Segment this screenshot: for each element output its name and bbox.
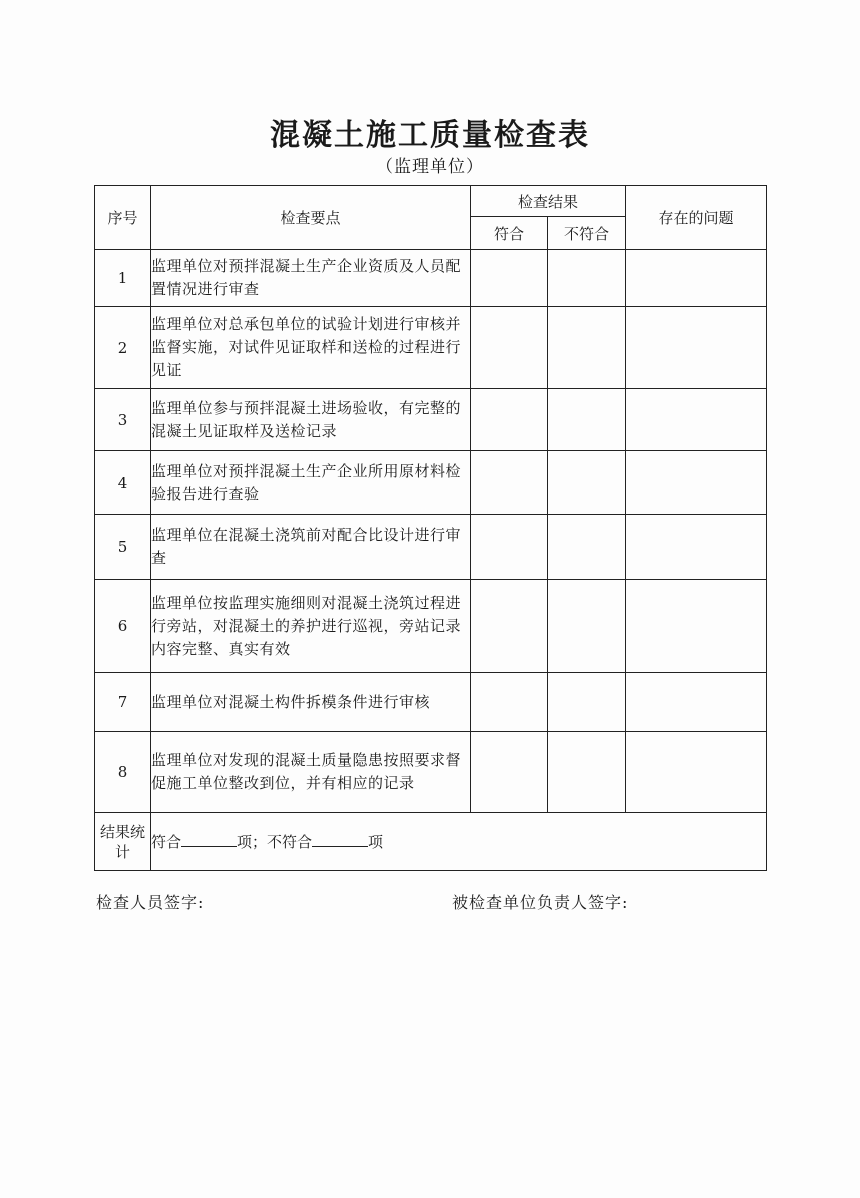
header-result: 检查结果 <box>471 186 626 217</box>
summary-nok-suffix: 项 <box>368 833 384 851</box>
header-seq: 序号 <box>95 186 151 250</box>
table-row <box>95 515 767 580</box>
summary-ok-prefix: 符合 <box>151 833 182 851</box>
row-point: 监理单位对混凝土构件拆模条件进行审核 <box>151 673 471 732</box>
row-seq: 5 <box>95 515 151 580</box>
table-row <box>95 732 767 813</box>
table-row <box>95 389 767 451</box>
inspected-unit-signature-label: 被检查单位负责人签字: <box>452 893 629 912</box>
table-row <box>95 307 767 389</box>
row-point: 监理单位按监理实施细则对混凝土浇筑过程进行旁站，对混凝土的养护进行巡视，旁站记录内容完整、真实有效 <box>151 580 471 673</box>
row-not-ok-cell[interactable] <box>548 673 626 732</box>
header-ok: 符合 <box>471 217 548 250</box>
row-seq: 4 <box>95 451 151 515</box>
page-subtitle: （监理单位） <box>376 157 484 177</box>
inspector-signature-label: 检查人员签字: <box>96 893 205 912</box>
table-row <box>95 451 767 515</box>
row-seq: 1 <box>95 250 151 307</box>
row-issue-cell[interactable] <box>626 307 767 389</box>
inspection-table <box>94 185 767 871</box>
row-seq: 7 <box>95 673 151 732</box>
row-issue-cell[interactable] <box>626 673 767 732</box>
row-seq: 6 <box>95 580 151 673</box>
header-issues: 存在的问题 <box>626 186 767 250</box>
row-seq: 2 <box>95 307 151 389</box>
row-not-ok-cell[interactable] <box>548 389 626 451</box>
row-point: 监理单位对预拌混凝土生产企业所用原材料检验报告进行查验 <box>151 451 471 515</box>
table-row <box>95 250 767 307</box>
table-row <box>95 580 767 673</box>
row-ok-cell[interactable] <box>471 515 548 580</box>
row-issue-cell[interactable] <box>626 250 767 307</box>
header-not-ok: 不符合 <box>548 217 626 250</box>
row-ok-cell[interactable] <box>471 451 548 515</box>
summary-content <box>151 813 767 871</box>
row-issue-cell[interactable] <box>626 732 767 813</box>
row-ok-cell[interactable] <box>471 250 548 307</box>
ok-count-blank[interactable] <box>181 832 237 847</box>
row-not-ok-cell[interactable] <box>548 580 626 673</box>
page-title: 混凝土施工质量检查表 <box>270 118 590 153</box>
row-issue-cell[interactable] <box>626 451 767 515</box>
row-issue-cell[interactable] <box>626 580 767 673</box>
row-not-ok-cell[interactable] <box>548 451 626 515</box>
row-point: 监理单位对发现的混凝土质量隐患按照要求督促施工单位整改到位，并有相应的记录 <box>151 732 471 813</box>
row-not-ok-cell[interactable] <box>548 732 626 813</box>
row-ok-cell[interactable] <box>471 732 548 813</box>
not-ok-count-blank[interactable] <box>312 832 368 847</box>
header-point: 检查要点 <box>151 186 471 250</box>
row-not-ok-cell[interactable] <box>548 307 626 389</box>
row-ok-cell[interactable] <box>471 673 548 732</box>
row-seq: 8 <box>95 732 151 813</box>
row-point: 监理单位参与预拌混凝土进场验收，有完整的混凝土见证取样及送检记录 <box>151 389 471 451</box>
row-seq: 3 <box>95 389 151 451</box>
row-point: 监理单位在混凝土浇筑前对配合比设计进行审查 <box>151 515 471 580</box>
row-issue-cell[interactable] <box>626 515 767 580</box>
row-ok-cell[interactable] <box>471 307 548 389</box>
row-point: 监理单位对预拌混凝土生产企业资质及人员配置情况进行审查 <box>151 250 471 307</box>
row-ok-cell[interactable] <box>471 580 548 673</box>
row-not-ok-cell[interactable] <box>548 250 626 307</box>
summary-label: 结果统计 <box>95 813 151 871</box>
row-point: 监理单位对总承包单位的试验计划进行审核并监督实施，对试件见证取样和送检的过程进行见证 <box>151 307 471 389</box>
row-issue-cell[interactable] <box>626 389 767 451</box>
summary-ok-suffix: 项；不符合 <box>237 833 313 851</box>
row-not-ok-cell[interactable] <box>548 515 626 580</box>
summary-row <box>95 813 767 871</box>
row-ok-cell[interactable] <box>471 389 548 451</box>
table-row <box>95 673 767 732</box>
